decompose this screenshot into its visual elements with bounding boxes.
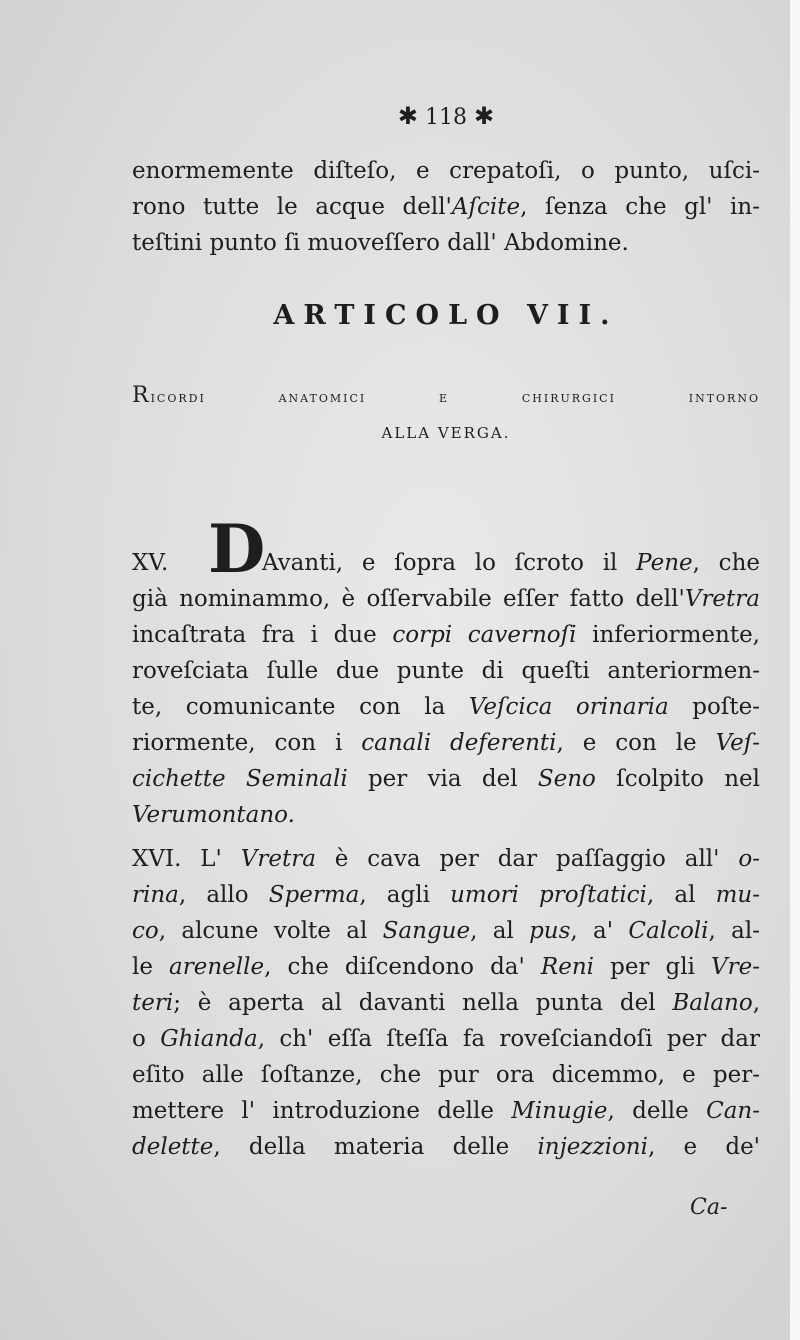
text-line: eſito alle ſoſtanze, che pur ora dicemmo, e per-	[132, 1062, 760, 1088]
page-number: 118	[425, 105, 467, 130]
text-line: XVI. L' Vretra è cava per dar paſſaggio all' o-	[132, 846, 760, 872]
article-title: ARTICOLO VII.	[273, 300, 619, 331]
text-line: mettere l' introduzione delle Minugie, delle Can-	[132, 1098, 760, 1124]
text-line: teri; è aperta al davanti nella punta del Balano,	[132, 990, 760, 1016]
page-edge	[790, 0, 800, 1340]
text-line: riormente, con i canali deferenti, e con le Veſ-	[132, 730, 760, 756]
text-line: già nominammo, è oſſervabile eſſer fatto dell'Vretra	[132, 586, 760, 612]
section-number: XV.	[132, 550, 169, 576]
text-line: rina, allo Sperma, agli umori proſtatici, al mu-	[132, 882, 760, 908]
text-line: Verumontano.	[132, 802, 295, 828]
text-line: roveſciata ſulle due punte di queſti anteriormen-	[132, 658, 760, 684]
text-line: cichette Seminali per via del Seno ſcolpito nel	[132, 766, 760, 792]
text-line: te, comunicante con la Veſcica orinaria poſte-	[132, 694, 760, 720]
text-line: Avanti, e ſopra lo ſcroto il Pene, che	[262, 550, 760, 576]
asterisk-ornament-icon: ✱	[474, 102, 495, 130]
text-line: le arenelle, che diſcendono da' Reni per gli Vre-	[132, 954, 761, 980]
text-line: co, alcune volte al Sangue, al pus, a' Calcoli, al-	[132, 918, 760, 944]
text-line: enormemente diſteſo, e crepatoſi, o punto, uſci-	[132, 158, 760, 184]
catchword: Ca-	[690, 1195, 728, 1220]
text-line: rono tutte le acque dell'Aſcite, ſenza che gl' in-	[132, 194, 760, 220]
text-line: delette, della materia delle injezzioni, e de'	[132, 1134, 760, 1160]
article-subtitle-line2: ALLA VERGA.	[381, 424, 511, 442]
asterisk-ornament-icon: ✱	[397, 102, 418, 130]
text-line: teſtini punto ſi muoveſſero dall' Abdomine.	[132, 230, 629, 256]
article-subtitle: Ricordi anatomici e chirurgici intorno	[132, 383, 760, 408]
text-line: o Ghianda, ch' eſſa ſteſſa fa roveſciandoſi per dar	[132, 1026, 760, 1052]
page-header	[132, 102, 760, 130]
drop-cap: D	[208, 510, 266, 588]
text-line: incaſtrata fra i due corpi cavernoſi inferiormente,	[132, 622, 760, 648]
